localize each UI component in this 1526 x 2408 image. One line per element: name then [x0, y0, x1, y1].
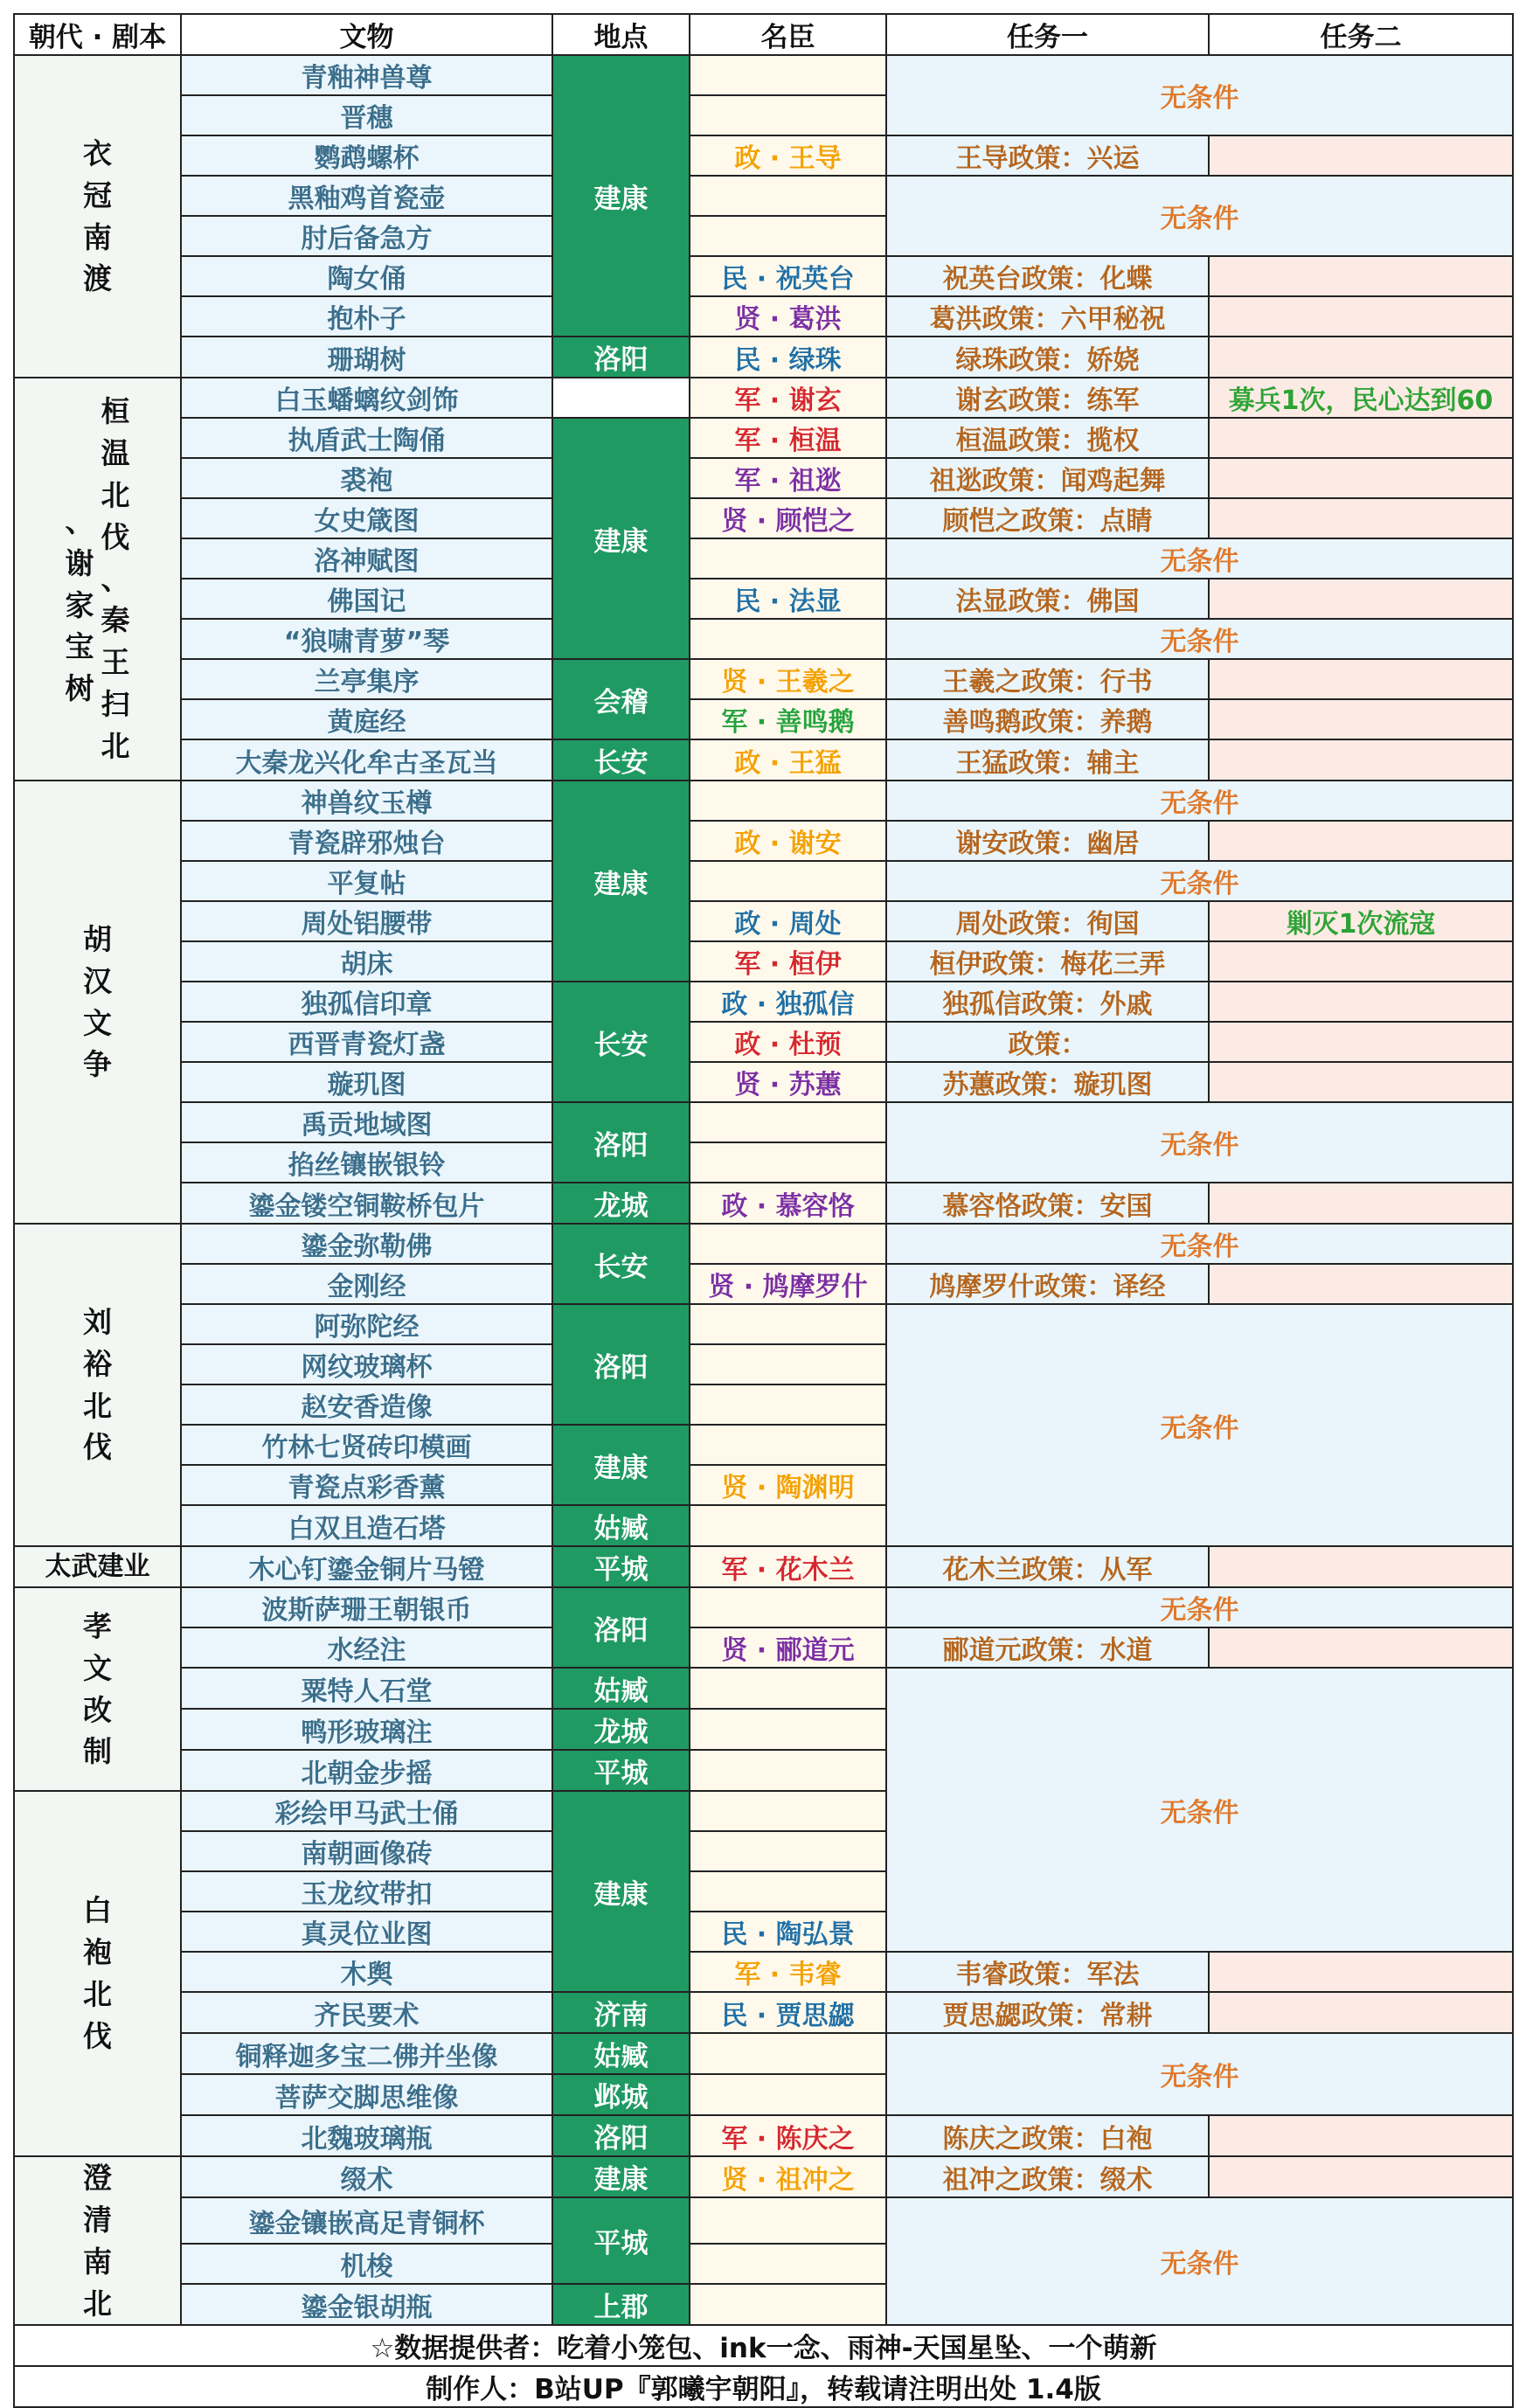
task1-cell: 周处政策：徇国 — [886, 901, 1209, 941]
minister-cell: 民 · 贾思勰 — [690, 1992, 886, 2033]
location-cell-empty — [552, 378, 690, 418]
minister-cell: 民 · 祝英台 — [690, 256, 886, 296]
task1-cell: 葛洪政策：六甲秘祝 — [886, 296, 1209, 337]
table-row — [14, 2197, 1513, 2244]
minister-cell: 军 · 祖逖 — [690, 458, 886, 498]
artifact-cell: 鸭形玻璃注 — [181, 1709, 552, 1750]
artifact-cell: 真灵位业图 — [181, 1912, 552, 1952]
artifact-cell: 黑釉鸡首瓷壶 — [181, 176, 552, 216]
table-row — [14, 1587, 1513, 1627]
task1-cell: 王猛政策：辅主 — [886, 739, 1209, 781]
task2-cell — [1209, 2156, 1513, 2197]
minister-cell: 民 · 法显 — [690, 579, 886, 619]
table-row — [14, 901, 1513, 941]
artifact-cell: 肘后备急方 — [181, 216, 552, 256]
artifact-cell: 大秦龙兴化牟古圣瓦当 — [181, 739, 552, 781]
artifact-cell: 鹦鹉螺杯 — [181, 135, 552, 176]
table-row — [14, 579, 1513, 619]
task2-cell — [1209, 1992, 1513, 2033]
artifact-cell: 陶女俑 — [181, 256, 552, 296]
minister-cell: 军 · 桓温 — [690, 418, 886, 458]
table-row — [14, 337, 1513, 378]
task2-cell — [1209, 498, 1513, 538]
artifact-cell: 抱朴子 — [181, 296, 552, 337]
location-cell: 建康 — [552, 418, 690, 659]
minister-cell: 贤 · 苏蕙 — [690, 1062, 886, 1102]
task1-cell: 政策： — [886, 1022, 1209, 1062]
minister-cell: 军 · 善鸣鹅 — [690, 699, 886, 739]
location-cell: 建康 — [552, 1791, 690, 1992]
minister-cell: 贤 · 鸠摩罗什 — [690, 1264, 886, 1304]
no-condition-cell: 无条件 — [886, 1304, 1513, 1546]
task1-cell: 郦道元政策：水道 — [886, 1627, 1209, 1668]
task2-cell — [1209, 821, 1513, 861]
location-cell: 长安 — [552, 982, 690, 1102]
location-cell: 洛阳 — [552, 1304, 690, 1425]
artifact-table — [13, 13, 1514, 2408]
table-row — [14, 538, 1513, 579]
artifact-cell: 鎏金镂空铜鞍桥包片 — [181, 1183, 552, 1224]
table-row — [14, 1952, 1513, 1992]
minister-cell: 贤 · 顾恺之 — [690, 498, 886, 538]
table-row — [14, 821, 1513, 861]
task1-cell: 花木兰政策：从军 — [886, 1546, 1209, 1587]
artifact-cell: 洛神赋图 — [181, 538, 552, 579]
artifact-cell: 白双且造石塔 — [181, 1505, 552, 1546]
footer-row — [14, 2366, 1513, 2407]
minister-cell-empty — [690, 1587, 886, 1627]
table-row — [14, 1264, 1513, 1304]
footer-row — [14, 2325, 1513, 2366]
location-cell: 建康 — [552, 781, 690, 982]
artifact-cell: 青釉神兽尊 — [181, 55, 552, 95]
table-row — [14, 861, 1513, 901]
artifact-cell: 北魏玻璃瓶 — [181, 2115, 552, 2156]
task2-cell — [1209, 418, 1513, 458]
no-condition-cell: 无条件 — [886, 1224, 1513, 1264]
minister-cell-empty — [690, 1142, 886, 1183]
location-cell: 建康 — [552, 2156, 690, 2197]
era-cell: 太武建业 — [14, 1546, 181, 1587]
artifact-cell: 平复帖 — [181, 861, 552, 901]
table-row — [14, 739, 1513, 781]
task1-cell: 绿珠政策：娇娆 — [886, 337, 1209, 378]
artifact-cell: 北朝金步摇 — [181, 1750, 552, 1791]
table-row — [14, 2033, 1513, 2074]
table-row — [14, 659, 1513, 699]
task2-cell — [1209, 1546, 1513, 1587]
table-row — [14, 699, 1513, 739]
location-cell: 平城 — [552, 1750, 690, 1791]
task2-cell — [1209, 1022, 1513, 1062]
table-row — [14, 1062, 1513, 1102]
minister-cell: 军 · 陈庆之 — [690, 2115, 886, 2156]
minister-cell-empty — [690, 538, 886, 579]
minister-cell: 贤 · 葛洪 — [690, 296, 886, 337]
location-cell: 济南 — [552, 1992, 690, 2033]
task2-cell — [1209, 2115, 1513, 2156]
location-cell: 平城 — [552, 1546, 690, 1587]
task2-cell — [1209, 579, 1513, 619]
header-era: 朝代 · 剧本 — [14, 14, 181, 55]
task1-cell: 祝英台政策：化蝶 — [886, 256, 1209, 296]
minister-cell: 军 · 韦睿 — [690, 1952, 886, 1992]
artifact-cell: 鎏金银胡瓶 — [181, 2284, 552, 2325]
location-cell: 长安 — [552, 739, 690, 781]
table-row — [14, 1668, 1513, 1709]
minister-cell: 贤 · 郦道元 — [690, 1627, 886, 1668]
table-row — [14, 1304, 1513, 1344]
task2-cell — [1209, 1183, 1513, 1224]
artifact-cell: 鎏金弥勒佛 — [181, 1224, 552, 1264]
artifact-cell: 胡床 — [181, 941, 552, 982]
task2-cell — [1209, 739, 1513, 781]
task2-cell — [1209, 1627, 1513, 1668]
header-row — [14, 14, 1513, 55]
table-row — [14, 296, 1513, 337]
table-row — [14, 1992, 1513, 2033]
minister-cell-empty — [690, 1871, 886, 1912]
artifact-cell: 兰亭集序 — [181, 659, 552, 699]
minister-cell: 民 · 绿珠 — [690, 337, 886, 378]
era-cell: 白 袍 北 伐 — [14, 1791, 181, 2156]
table-row — [14, 1183, 1513, 1224]
location-cell: 建康 — [552, 1425, 690, 1505]
minister-cell-empty — [690, 1791, 886, 1831]
artifact-cell: 禹贡地域图 — [181, 1102, 552, 1142]
minister-cell-empty — [690, 619, 886, 659]
minister-cell: 贤 · 王羲之 — [690, 659, 886, 699]
location-cell: 上郡 — [552, 2284, 690, 2325]
minister-cell: 政 · 慕容恪 — [690, 1183, 886, 1224]
location-cell: 平城 — [552, 2197, 690, 2284]
minister-cell: 政 · 谢安 — [690, 821, 886, 861]
header-task1: 任务一 — [886, 14, 1209, 55]
minister-cell: 民 · 陶弘景 — [690, 1912, 886, 1952]
task1-cell: 桓温政策：揽权 — [886, 418, 1209, 458]
minister-cell: 贤 · 陶渊明 — [690, 1465, 886, 1505]
table-row — [14, 55, 1513, 95]
task1-cell: 王导政策：兴运 — [886, 135, 1209, 176]
minister-cell: 军 · 桓伊 — [690, 941, 886, 982]
header-artifact: 文物 — [181, 14, 552, 55]
minister-cell-empty — [690, 216, 886, 256]
minister-cell: 政 · 周处 — [690, 901, 886, 941]
task2-cell: 剿灭1次流寇 — [1209, 901, 1513, 941]
table-row — [14, 1022, 1513, 1062]
era-cell: 胡 汉 文 争 — [14, 781, 181, 1224]
artifact-cell: 黄庭经 — [181, 699, 552, 739]
task2-cell — [1209, 1264, 1513, 1304]
minister-cell-empty — [690, 2033, 886, 2074]
no-condition-cell: 无条件 — [886, 1102, 1513, 1183]
minister-cell-empty — [690, 2244, 886, 2284]
artifact-cell: 金刚经 — [181, 1264, 552, 1304]
task2-cell — [1209, 256, 1513, 296]
table-row — [14, 135, 1513, 176]
location-cell: 洛阳 — [552, 1587, 690, 1668]
no-condition-cell: 无条件 — [886, 1668, 1513, 1952]
table-row — [14, 418, 1513, 458]
no-condition-cell: 无条件 — [886, 2033, 1513, 2115]
minister-cell-empty — [690, 2284, 886, 2325]
task1-cell: 韦睿政策：军法 — [886, 1952, 1209, 1992]
location-cell: 姑臧 — [552, 2033, 690, 2074]
artifact-cell: 铜释迦多宝二佛并坐像 — [181, 2033, 552, 2074]
artifact-cell: 鎏金镶嵌高足青铜杯 — [181, 2197, 552, 2244]
task1-cell: 顾恺之政策：点睛 — [886, 498, 1209, 538]
artifact-cell: 竹林七贤砖印模画 — [181, 1425, 552, 1465]
task2-cell — [1209, 659, 1513, 699]
minister-cell: 政 · 杜预 — [690, 1022, 886, 1062]
location-cell: 姑臧 — [552, 1505, 690, 1546]
task1-cell: 鸠摩罗什政策：译经 — [886, 1264, 1209, 1304]
artifact-cell: 璇玑图 — [181, 1062, 552, 1102]
no-condition-cell: 无条件 — [886, 176, 1513, 256]
artifact-cell: 西晋青瓷灯盏 — [181, 1022, 552, 1062]
artifact-cell: 缀术 — [181, 2156, 552, 2197]
artifact-cell: 赵安香造像 — [181, 1384, 552, 1425]
location-cell: 邺城 — [552, 2074, 690, 2115]
location-cell: 洛阳 — [552, 337, 690, 378]
minister-cell: 政 · 王导 — [690, 135, 886, 176]
artifact-cell: 神兽纹玉樽 — [181, 781, 552, 821]
table-row — [14, 1102, 1513, 1142]
task1-cell: 善鸣鹅政策：养鹅 — [886, 699, 1209, 739]
minister-cell-empty — [690, 2197, 886, 2244]
artifact-cell: 晋穗 — [181, 95, 552, 135]
artifact-cell: 齐民要术 — [181, 1992, 552, 2033]
task1-cell: 苏蕙政策：璇玑图 — [886, 1062, 1209, 1102]
artifact-cell: “狼啸青萝”琴 — [181, 619, 552, 659]
task1-cell: 法显政策：佛国 — [886, 579, 1209, 619]
task1-cell: 王羲之政策：行书 — [886, 659, 1209, 699]
artifact-cell: 青瓷辟邪烛台 — [181, 821, 552, 861]
table-row — [14, 2115, 1513, 2156]
task1-cell: 独孤信政策：外戚 — [886, 982, 1209, 1022]
task2-cell — [1209, 982, 1513, 1022]
task1-cell: 桓伊政策：梅花三弄 — [886, 941, 1209, 982]
task1-cell: 慕容恪政策：安国 — [886, 1183, 1209, 1224]
minister-cell-empty — [690, 1709, 886, 1750]
task1-cell: 谢玄政策：练军 — [886, 378, 1209, 418]
data-providers-note: ☆数据提供者：吃着小笼包、ink一念、雨神-天国星坠、一个萌新 — [14, 2325, 1513, 2366]
minister-cell-empty — [690, 1224, 886, 1264]
table-row — [14, 498, 1513, 538]
artifact-cell: 白玉蟠螭纹剑饰 — [181, 378, 552, 418]
task2-cell — [1209, 941, 1513, 982]
artifact-cell: 水经注 — [181, 1627, 552, 1668]
table-row — [14, 781, 1513, 821]
minister-cell-empty — [690, 1384, 886, 1425]
era-cell: 、 谢 家 宝 树 桓 温 北 伐 、 秦 王 扫 北 — [14, 378, 181, 781]
table-row — [14, 1224, 1513, 1264]
minister-cell-empty — [690, 1344, 886, 1384]
artifact-cell: 粟特人石堂 — [181, 1668, 552, 1709]
minister-cell-empty — [690, 176, 886, 216]
task2-cell — [1209, 296, 1513, 337]
minister-cell-empty — [690, 1668, 886, 1709]
task1-cell: 祖冲之政策：缀术 — [886, 2156, 1209, 2197]
no-condition-cell: 无条件 — [886, 861, 1513, 901]
artifact-cell: 裘袍 — [181, 458, 552, 498]
header-minister: 名臣 — [690, 14, 886, 55]
task1-cell: 陈庆之政策：白袍 — [886, 2115, 1209, 2156]
artifact-cell: 木舆 — [181, 1952, 552, 1992]
artifact-cell: 机梭 — [181, 2244, 552, 2284]
location-cell: 会稽 — [552, 659, 690, 739]
minister-cell-empty — [690, 1505, 886, 1546]
minister-cell: 军 · 花木兰 — [690, 1546, 886, 1587]
minister-cell-empty — [690, 2074, 886, 2115]
table-row — [14, 458, 1513, 498]
artifact-cell: 玉龙纹带扣 — [181, 1871, 552, 1912]
era-cell: 孝 文 改 制 — [14, 1587, 181, 1791]
no-condition-cell: 无条件 — [886, 1587, 1513, 1627]
minister-cell-empty — [690, 781, 886, 821]
artifact-cell: 菩萨交脚思维像 — [181, 2074, 552, 2115]
task1-cell: 谢安政策：幽居 — [886, 821, 1209, 861]
artifact-cell: 独孤信印章 — [181, 982, 552, 1022]
artifact-cell: 女史箴图 — [181, 498, 552, 538]
task2-cell — [1209, 699, 1513, 739]
artifact-cell: 周处铝腰带 — [181, 901, 552, 941]
minister-cell-empty — [690, 1425, 886, 1465]
era-cell: 衣 冠 南 渡 — [14, 55, 181, 378]
minister-cell-empty — [690, 861, 886, 901]
task2-cell — [1209, 1952, 1513, 1992]
task2-cell: 募兵1次，民心达到60 — [1209, 378, 1513, 418]
artifact-cell: 佛国记 — [181, 579, 552, 619]
task2-cell — [1209, 458, 1513, 498]
artifact-cell: 执盾武士陶俑 — [181, 418, 552, 458]
minister-cell-empty — [690, 1750, 886, 1791]
table-row — [14, 256, 1513, 296]
artifact-cell: 南朝画像砖 — [181, 1831, 552, 1871]
era-cell: 澄 清 南 北 — [14, 2156, 181, 2325]
minister-cell-empty — [690, 1102, 886, 1142]
header-task2: 任务二 — [1209, 14, 1513, 55]
artifact-cell: 波斯萨珊王朝银币 — [181, 1587, 552, 1627]
location-cell: 龙城 — [552, 1183, 690, 1224]
location-cell: 洛阳 — [552, 2115, 690, 2156]
location-cell: 龙城 — [552, 1709, 690, 1750]
table-row — [14, 619, 1513, 659]
minister-cell-empty — [690, 1831, 886, 1871]
artifact-cell: 珊瑚树 — [181, 337, 552, 378]
task2-cell — [1209, 135, 1513, 176]
no-condition-cell: 无条件 — [886, 55, 1513, 135]
artifact-cell: 网纹玻璃杯 — [181, 1344, 552, 1384]
location-cell: 建康 — [552, 55, 690, 337]
minister-cell-empty — [690, 1304, 886, 1344]
task1-cell: 祖逖政策：闻鸡起舞 — [886, 458, 1209, 498]
no-condition-cell: 无条件 — [886, 2197, 1513, 2325]
no-condition-cell: 无条件 — [886, 538, 1513, 579]
location-cell: 长安 — [552, 1224, 690, 1304]
minister-cell: 政 · 王猛 — [690, 739, 886, 781]
location-cell: 姑臧 — [552, 1668, 690, 1709]
task2-cell — [1209, 337, 1513, 378]
artifact-cell: 阿弥陀经 — [181, 1304, 552, 1344]
artifact-cell: 木心钉鎏金铜片马镫 — [181, 1546, 552, 1587]
artifact-cell: 青瓷点彩香薰 — [181, 1465, 552, 1505]
minister-cell-empty — [690, 55, 886, 95]
table-row — [14, 176, 1513, 216]
minister-cell-empty — [690, 95, 886, 135]
minister-cell: 军 · 谢玄 — [690, 378, 886, 418]
minister-cell: 政 · 独孤信 — [690, 982, 886, 1022]
table-row — [14, 1627, 1513, 1668]
task2-cell — [1209, 1062, 1513, 1102]
table-row — [14, 941, 1513, 982]
author-credit: 制作人：B站UP『郭曦宇朝阳』，转载请注明出处 1.4版 — [14, 2366, 1513, 2407]
table-row — [14, 378, 1513, 418]
no-condition-cell: 无条件 — [886, 781, 1513, 821]
table-row — [14, 1546, 1513, 1587]
location-cell: 洛阳 — [552, 1102, 690, 1183]
table-row — [14, 982, 1513, 1022]
task1-cell: 贾思勰政策：常耕 — [886, 1992, 1209, 2033]
artifact-cell: 彩绘甲马武士俑 — [181, 1791, 552, 1831]
no-condition-cell: 无条件 — [886, 619, 1513, 659]
table-row — [14, 2156, 1513, 2197]
header-location: 地点 — [552, 14, 690, 55]
artifact-cell: 掐丝镶嵌银铃 — [181, 1142, 552, 1183]
era-cell: 刘 裕 北 伐 — [14, 1224, 181, 1546]
minister-cell: 贤 · 祖冲之 — [690, 2156, 886, 2197]
